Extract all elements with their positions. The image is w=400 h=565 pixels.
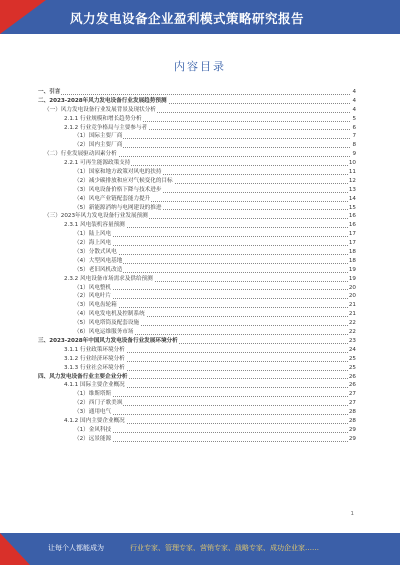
toc-entry-label: （一）风力发电设备行业发展背景及现状分析 (44, 106, 156, 113)
footer-band (0, 533, 400, 565)
toc-entry-page: 27 (348, 391, 356, 398)
toc-entry[interactable] (38, 346, 356, 355)
toc-entry-page: 28 (348, 417, 356, 424)
toc-entry-page: 17 (348, 231, 356, 238)
toc-entry-page: 15 (348, 204, 356, 211)
toc-entry[interactable] (38, 426, 356, 435)
toc-entry[interactable] (38, 381, 356, 390)
toc-entry-page: 4 (352, 106, 356, 113)
table-of-contents (38, 88, 356, 444)
toc-entry-page: 20 (348, 293, 356, 300)
toc-entry-page: 21 (348, 311, 356, 318)
toc-entry-label: 4.1.1 国际主要企业概况 (64, 382, 125, 389)
toc-entry-page: 18 (348, 249, 356, 256)
toc-entry-label: （4）风电发电机及控制系统 (74, 311, 145, 318)
toc-entry-label: （5）风电塔筒及配套设施 (74, 320, 140, 327)
toc-entry[interactable] (38, 399, 356, 408)
toc-entry-label: （2）国内主要厂商 (74, 142, 123, 149)
toc-entry-label: （4）大型风电基地 (74, 257, 123, 264)
toc-entry-label: （3）风电设备价格下降与技术进步 (74, 186, 162, 193)
toc-entry-page: 16 (348, 222, 356, 229)
toc-entry-label: 二、2023-2028年风力发电设备行业发展趋势预测 (38, 97, 167, 104)
toc-entry[interactable] (38, 88, 356, 97)
toc-leader-dots (74, 236, 352, 237)
toc-entry[interactable] (38, 408, 356, 417)
toc-entry[interactable] (38, 106, 356, 115)
toc-entry-page: 11 (348, 169, 356, 176)
toc-entry-page: 7 (352, 133, 356, 140)
toc-entry[interactable] (38, 248, 356, 257)
toc-entry-label: （1）维斯塔斯 (74, 391, 112, 398)
toc-entry-page: 14 (348, 195, 356, 202)
toc-entry-label: 四、风力发电设备行业主要企业分析 (38, 373, 128, 380)
toc-entry[interactable] (38, 204, 356, 213)
toc-entry[interactable] (38, 319, 356, 328)
toc-entry[interactable] (38, 221, 356, 230)
toc-entry-label: （2）远景能源 (74, 435, 112, 442)
toc-entry-label: （1）金风科技 (74, 426, 112, 433)
toc-leader-dots (74, 396, 352, 397)
toc-entry[interactable] (38, 195, 356, 204)
toc-entry-page: 28 (348, 409, 356, 416)
toc-entry-page: 13 (348, 186, 356, 193)
toc-entry-label: （3）风电齿轮箱 (74, 302, 117, 309)
document-title: 风力发电设备企业盈利模式策略研究报告 (70, 11, 305, 26)
toc-entry-page: 22 (348, 320, 356, 327)
page-number: 1 (350, 511, 354, 517)
toc-entry-label: （二）行业发展驱动因素分析 (44, 151, 117, 158)
toc-entry-label: 2.2.1 可再生能源政策支持 (64, 160, 131, 167)
toc-entry[interactable] (38, 257, 356, 266)
toc-entry-page: 18 (348, 257, 356, 264)
toc-entry-page: 8 (352, 142, 356, 149)
toc-entry-page: 16 (348, 213, 356, 220)
toc-entry-label: （2）西门子歌美飒 (74, 400, 123, 407)
toc-entry-page: 5 (352, 115, 356, 122)
toc-entry-label: 一、引言 (38, 89, 61, 95)
toc-entry[interactable] (38, 373, 356, 382)
footer-roles: 行业专家、管理专家、营销专家、战略专家、成功企业家…… (130, 544, 319, 552)
toc-entry[interactable] (38, 364, 356, 373)
toc-leader-dots (74, 414, 352, 415)
toc-entry[interactable] (38, 337, 356, 346)
toc-entry-label: 三、2023-2028年中国风力发电设备行业发展环境分析 (38, 337, 178, 344)
toc-entry-label: 2.3.2 风电设备市场需求及供给预测 (64, 275, 153, 282)
toc-entry-label: 3.1.1 行业政策环境分析 (64, 346, 125, 353)
toc-entry-label: （5）老旧风机改造 (74, 266, 123, 273)
footer-slogan: 让每个人都能成为 (48, 544, 104, 552)
toc-entry-label: 2.1.2 行业竞争格局与主要参与者 (64, 124, 148, 131)
toc-entry-page: 29 (348, 426, 356, 433)
toc-entry-page: 4 (352, 89, 356, 95)
toc-entry-page: 25 (348, 364, 356, 371)
toc-entry[interactable] (38, 150, 356, 159)
toc-entry[interactable] (38, 97, 356, 106)
toc-entry-label: （1）国家和地方政策对风电的扶持 (74, 169, 162, 176)
toc-entry-page: 6 (352, 124, 356, 131)
toc-entry[interactable] (38, 239, 356, 248)
toc-entry-label: （1）风电整机 (74, 284, 112, 291)
toc-entry[interactable] (38, 115, 356, 124)
toc-entry[interactable] (38, 124, 356, 133)
toc-entry-label: （1）国际主要厂商 (74, 133, 123, 140)
header-accent-triangle (0, 0, 46, 34)
toc-entry-label: 2.3.1 风电装机容量预测 (64, 222, 125, 229)
toc-entry-label: （6）风电运维服务市场 (74, 329, 134, 336)
toc-entry-page: 21 (348, 302, 356, 309)
toc-entry-page: 23 (348, 337, 356, 344)
toc-entry-page: 20 (348, 284, 356, 291)
toc-entry[interactable] (38, 355, 356, 364)
toc-entry-page: 9 (352, 151, 356, 158)
toc-entry[interactable] (38, 328, 356, 337)
toc-entry-page: 27 (348, 400, 356, 407)
toc-entry-page: 12 (348, 177, 356, 184)
toc-entry[interactable] (38, 284, 356, 293)
toc-entry[interactable] (38, 177, 356, 186)
toc-entry-page: 19 (348, 275, 356, 282)
toc-entry-label: （2）海上风电 (74, 240, 112, 247)
toc-entry[interactable] (38, 301, 356, 310)
toc-entry[interactable] (38, 168, 356, 177)
toc-leader-dots (74, 441, 352, 442)
toc-entry-page: 19 (348, 266, 356, 273)
toc-leader-dots (38, 94, 352, 95)
toc-entry[interactable] (38, 417, 356, 426)
toc-entry-page: 29 (348, 435, 356, 442)
toc-leader-dots (74, 298, 352, 299)
toc-entry-label: （2）风电叶片 (74, 293, 112, 300)
toc-entry[interactable] (38, 390, 356, 399)
toc-entry-page: 25 (348, 355, 356, 362)
toc-entry[interactable] (38, 266, 356, 275)
toc-entry[interactable] (38, 310, 356, 319)
toc-entry[interactable] (38, 292, 356, 301)
toc-leader-dots (74, 289, 352, 290)
toc-entry-label: （5）新能源消纳与电网建设的推进 (74, 204, 162, 211)
toc-entry-label: 3.1.2 行业经济环境分析 (64, 355, 125, 362)
header-band (0, 0, 400, 34)
toc-entry[interactable] (38, 435, 356, 444)
toc-entry-label: 4.1.2 国内主要企业概况 (64, 417, 125, 424)
toc-entry[interactable] (38, 230, 356, 239)
toc-entry-page: 10 (348, 160, 356, 167)
footer-accent-triangle (0, 533, 30, 565)
toc-entry-label: 2.1.1 行业规模和增长趋势分析 (64, 115, 142, 122)
toc-entry-label: （三）2023年风力发电设备行业发展预测 (44, 213, 148, 220)
toc-entry[interactable] (38, 132, 356, 141)
toc-entry-page: 4 (352, 97, 356, 104)
toc-entry-label: （2）减少碳排放和应对气候变化的目标 (74, 177, 173, 184)
toc-entry-page: 17 (348, 240, 356, 247)
toc-entry-label: （3）分散式风电 (74, 249, 117, 256)
toc-leader-dots (74, 245, 352, 246)
toc-entry-label: （1）陆上风电 (74, 231, 112, 238)
toc-entry[interactable] (38, 186, 356, 195)
toc-entry[interactable] (38, 159, 356, 168)
toc-heading: 内容目录 (174, 60, 226, 73)
toc-entry-page: 24 (348, 346, 356, 353)
toc-entry-label: （4）风电产业链配套能力提升 (74, 195, 151, 202)
toc-leader-dots (74, 432, 352, 433)
toc-entry-label: 3.1.3 行业社会环境分析 (64, 364, 125, 371)
toc-entry-label: （3）通用电气 (74, 409, 112, 416)
toc-entry[interactable] (38, 275, 356, 284)
toc-entry[interactable] (38, 141, 356, 150)
toc-entry-page: 22 (348, 329, 356, 336)
toc-entry-page: 26 (348, 382, 356, 389)
toc-entry-page: 26 (348, 373, 356, 380)
toc-entry[interactable] (38, 212, 356, 221)
